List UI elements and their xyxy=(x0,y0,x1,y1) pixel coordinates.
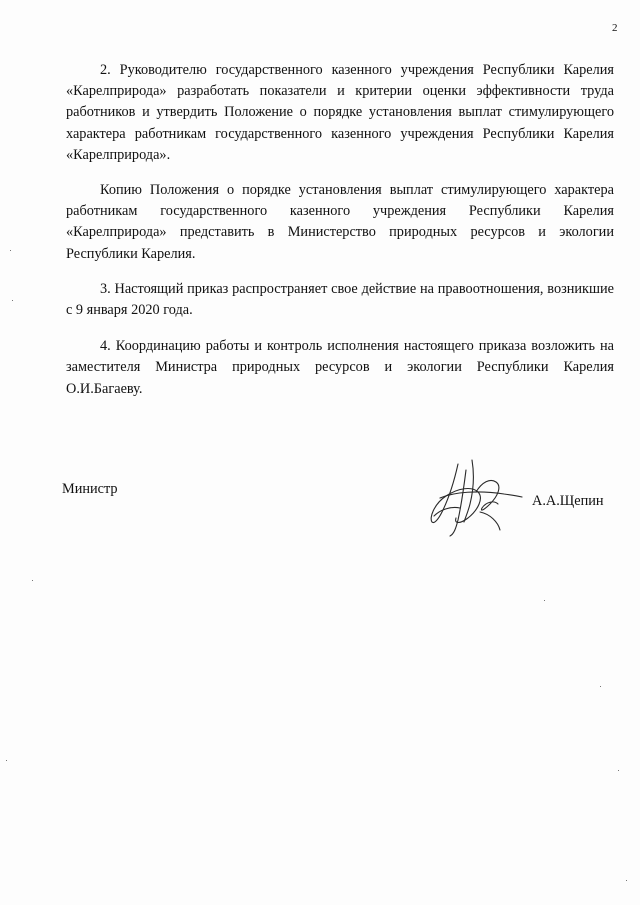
signatory-role: Министр xyxy=(62,481,118,497)
scan-speck xyxy=(544,600,545,601)
scan-speck xyxy=(618,770,619,771)
paragraph-item-2: 2. Руководителю государственного казенного учреждения Республики Карелия «Карелприрода» разработать показатели и критерии оценки эффективности труда работников и утвердить Положение о порядке установления выплат стимулирующего характера работникам государственного казенного учреждения Республики Карелия «Карелприрода». xyxy=(66,62,614,163)
paragraph-copy-of-regulation: Копию Положения о порядке установления выплат стимулирующего характера работникам государственного казенного учреждения Республики Карелия «Карелприрода» представить в Министерство природных ресурсов и экологии Республики Карелия. xyxy=(66,182,614,262)
scan-speck xyxy=(32,580,33,581)
scan-speck xyxy=(626,880,627,881)
paragraph-item-3: 3. Настоящий приказ распространяет свое действие на правоотношения, возникшие с 9 января 2020 года. xyxy=(66,280,614,319)
scan-speck xyxy=(6,760,7,761)
handwritten-signature xyxy=(420,452,530,542)
paragraph-item-4: 4. Координацию работы и контроль исполнения настоящего приказа возложить на заместителя Министра природных ресурсов и экологии Республики Карелия О.И.Багаеву. xyxy=(66,338,614,397)
signatory-name: А.А.Щепин xyxy=(532,493,604,509)
scan-speck xyxy=(12,300,13,301)
document-body xyxy=(66,60,614,414)
scan-speck xyxy=(10,250,11,251)
page-number: 2 xyxy=(612,22,618,34)
scan-speck xyxy=(600,686,601,687)
